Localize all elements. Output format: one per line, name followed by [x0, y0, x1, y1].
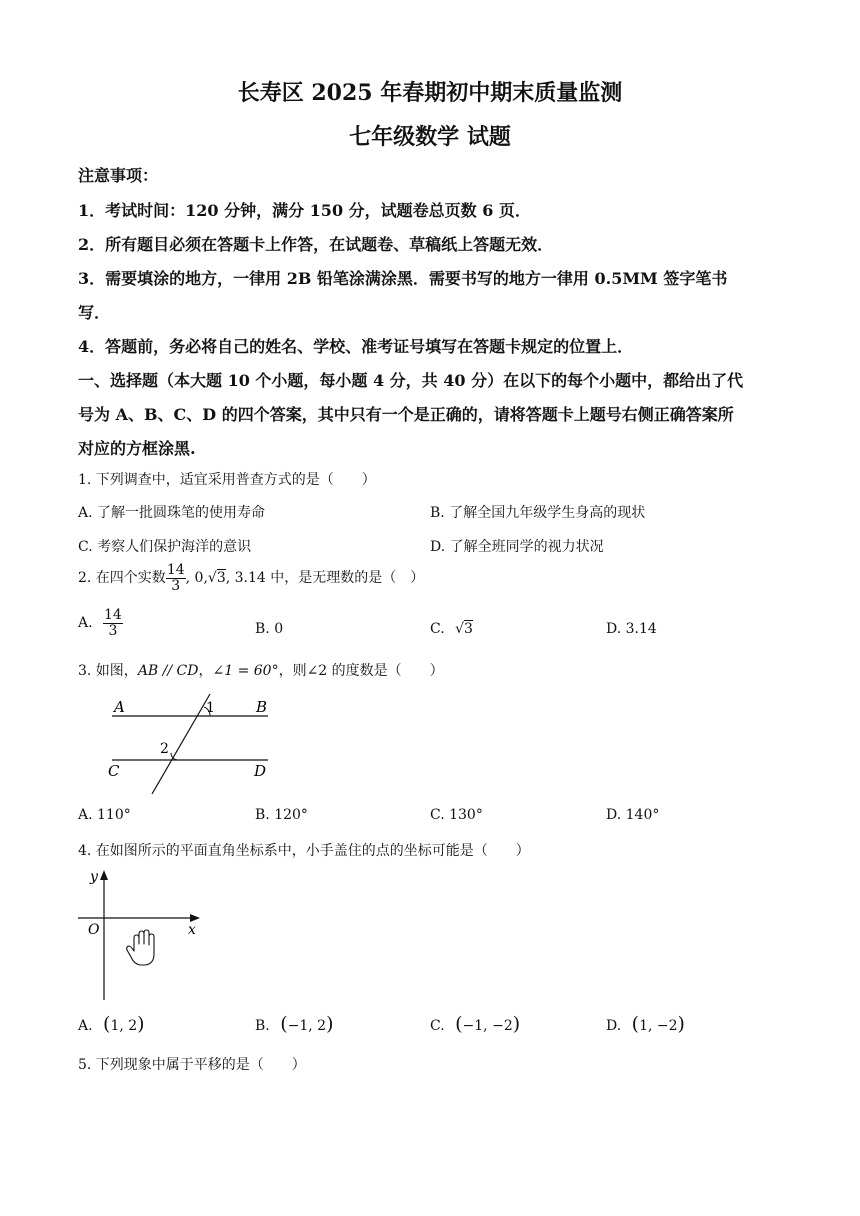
q4-option-c-lparen: ( [455, 1013, 463, 1035]
y-axis-label: y [90, 869, 98, 885]
q2-stem-tail: , 3.14 中，是无理数的是（ ） [225, 570, 425, 587]
q4-option-a-lparen: ( [103, 1013, 111, 1035]
q3-figure [100, 692, 280, 798]
q3-separator: ， [198, 663, 213, 679]
y-axis-arrow [100, 870, 108, 880]
q4-option-b-label: B. [255, 1018, 270, 1034]
q3-option-d: D. 140° [606, 807, 660, 823]
q2-option-b: B. 0 [255, 621, 284, 637]
q4-option-a [78, 1013, 145, 1035]
q3-option-a: A. 110° [78, 807, 131, 823]
section-instruction: 一、选择题（本大题 10 个小题，每小题 4 分，共 40 分）在以下的每个小题中，都给出了代 [78, 371, 744, 390]
q2-fraction-num: 14 [166, 562, 185, 578]
q4-option-c-rparen: ) [512, 1013, 521, 1035]
q4-option-c-value: −1, −2 [462, 1018, 513, 1034]
q4-option-b-lparen: ( [280, 1013, 288, 1035]
q3-stem-tail: ，则∠2 的度数是（ ） [278, 663, 444, 679]
q4-option-c [430, 1013, 520, 1035]
section-instruction: 号为 A、B、C、D 的四个答案，其中只有一个是正确的，请将答题卡上题号右侧正确答案所 [78, 405, 734, 424]
q4-figure [74, 866, 206, 1004]
question-4-stem: 4. 在如图所示的平面直角坐标系中，小手盖住的点的坐标可能是（ ） [78, 843, 530, 859]
label-angle-1: 1 [206, 700, 215, 716]
q2-option-c [430, 621, 473, 637]
q4-option-a-rparen: ) [137, 1013, 145, 1035]
sqrt-sign: √ [455, 621, 465, 637]
q2-option-a-num: 14 [104, 607, 122, 623]
q2-fraction-den: 3 [171, 577, 181, 594]
x-axis-label: x [188, 922, 196, 938]
q3-math-angle: ∠1 = 60° [212, 663, 279, 679]
q2-option-a-den: 3 [108, 622, 118, 639]
q4-option-b-value: −1, 2 [287, 1018, 327, 1034]
page-title: 长寿区 2025 年春期初中期末质量监测 [237, 80, 623, 106]
x-axis-arrow [190, 914, 200, 922]
q4-option-d-value: 1, −2 [639, 1018, 678, 1034]
q2-option-c-label: C. [430, 621, 445, 637]
q4-option-a-label: A. [78, 1018, 93, 1034]
q4-option-c-label: C. [430, 1018, 445, 1034]
label-d: D [254, 762, 267, 780]
q1-option-c: C. 考察人们保护海洋的意识 [78, 539, 252, 555]
q3-option-c: C. 130° [430, 807, 483, 823]
q4-option-d [606, 1013, 685, 1035]
question-5-stem: 5. 下列现象中属于平移的是（ ） [78, 1057, 306, 1073]
notice-item: 4．答题前，务必将自己的姓名、学校、准考证号填写在答题卡规定的位置上． [78, 337, 634, 356]
notice-item: 2．所有题目必须在答题卡上作答，在试题卷、草稿纸上答题无效． [78, 235, 554, 254]
q3-option-b: B. 120° [255, 807, 308, 823]
q2-option-c-arg: 3 [464, 621, 473, 637]
q1-option-b: B. 了解全国九年级学生身高的现状 [430, 505, 646, 521]
q4-option-b-rparen: ) [326, 1013, 334, 1035]
q3-math-parallel: AB // CD [137, 663, 199, 679]
sqrt-sign: √ [207, 570, 217, 587]
label-b: B [256, 698, 268, 716]
notice-item: 1．考试时间：120 分钟，满分 150 分，试题卷总页数 6 页． [78, 201, 531, 220]
q1-option-a: A. 了解一批圆珠笔的使用寿命 [78, 505, 266, 521]
q2-sqrt-arg: 3 [216, 570, 226, 587]
page-subtitle: 七年级数学 试题 [349, 124, 511, 150]
section-instruction: 对应的方框涂黑. [78, 439, 196, 458]
question-3-stem [78, 660, 444, 680]
q4-option-b [255, 1013, 334, 1035]
label-angle-2: 2 [160, 741, 169, 757]
question-2-stem [78, 563, 424, 593]
q2-option-d: D. 3.14 [606, 621, 657, 637]
notice-heading: 注意事项： [78, 166, 159, 185]
q2-stem-mid: , 0, [185, 570, 208, 587]
q3-stem-prefix: 3. 如图， [78, 663, 138, 679]
notice-item: 写． [78, 303, 111, 322]
notice-item: 3．需要填涂的地方，一律用 2B 铅笔涂满涂黑．需要书写的地方一律用 0.5MM 签字笔书 [78, 269, 728, 288]
question-1-stem: 1. 下列调查中，适宜采用普查方式的是（ ） [78, 472, 376, 488]
q4-option-d-label: D. [606, 1018, 622, 1034]
q4-option-a-value: 1, 2 [110, 1018, 138, 1034]
q2-option-a-fraction [103, 608, 123, 638]
q2-stem-prefix: 2. 在四个实数 [78, 570, 166, 587]
q4-option-d-rparen: ) [677, 1013, 685, 1035]
hand-icon [127, 930, 154, 965]
label-c: C [108, 762, 120, 780]
q4-option-d-lparen: ( [631, 1013, 640, 1035]
label-a: A [114, 698, 125, 716]
origin-label: O [88, 922, 100, 938]
q2-option-a-label: A. [78, 615, 93, 632]
q2-option-a [78, 608, 123, 638]
q1-option-d: D. 了解全班同学的视力状况 [430, 539, 604, 555]
q2-fraction [166, 563, 186, 593]
